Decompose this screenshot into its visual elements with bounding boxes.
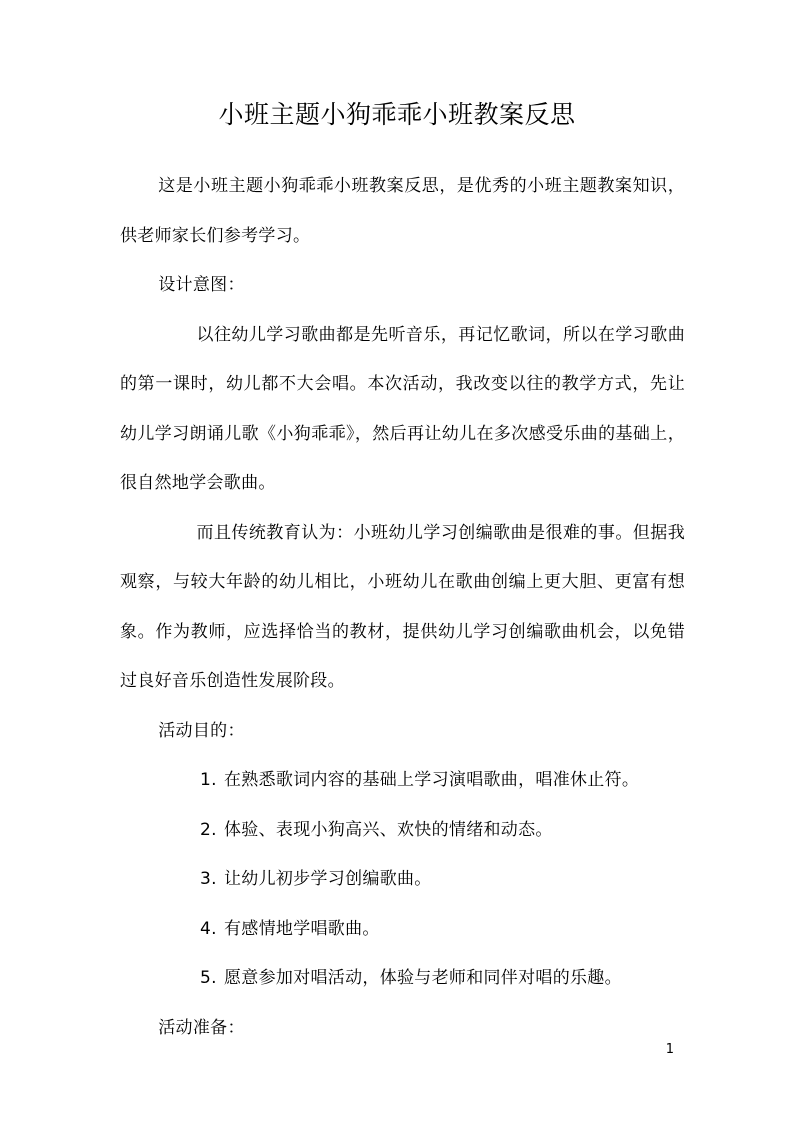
intro-paragraph: 这是小班主题小狗乖乖小班教案反思，是优秀的小班主题教案知识，供老师家长们参考学习。 bbox=[120, 176, 685, 246]
goal-text: 愿意参加对唱活动，体验与老师和同伴对唱的乐趣。 bbox=[224, 968, 622, 988]
goal-item bbox=[120, 855, 685, 905]
page-number: 1 bbox=[665, 1042, 674, 1057]
page-title: 小班主题小狗乖乖小班教案反思 bbox=[218, 100, 576, 129]
goal-text: 有感情地学唱歌曲。 bbox=[224, 918, 380, 939]
goal-item bbox=[120, 756, 685, 806]
goal-item bbox=[120, 806, 685, 856]
design-heading: 设计意图： bbox=[158, 275, 245, 295]
goal-number: 2. bbox=[200, 819, 217, 840]
goal-item bbox=[120, 954, 685, 1004]
goal-number: 3. bbox=[200, 869, 217, 889]
document-body bbox=[120, 162, 685, 1053]
goal-number: 4. bbox=[200, 918, 217, 939]
goal-text: 在熟悉歌词内容的基础上学习演唱歌曲，唱准休止符。 bbox=[224, 770, 640, 790]
design-paragraph-2: 而且传统教育认为：小班幼儿学习创编歌曲是很难的事。但据我观察，与较大年龄的幼儿相比，小班幼儿在歌曲创编上更大胆、更富有想象。作为教师，应选择恰当的教材，提供幼儿学习创编歌曲机会，以免错过良好音乐创造性发展阶段。 bbox=[120, 522, 685, 691]
goal-text: 让幼儿初步学习创编歌曲。 bbox=[224, 869, 432, 889]
goal-text: 体验、表现小狗高兴、欢快的情绪和动态。 bbox=[224, 819, 553, 840]
goals-heading: 活动目的： bbox=[158, 720, 245, 741]
goal-number: 1. bbox=[200, 770, 217, 790]
design-paragraph-1: 以往幼儿学习歌曲都是先听音乐，再记忆歌词，所以在学习歌曲的第一课时，幼儿都不大会唱。本次活动，我改变以往的教学方式，先让幼儿学习朗诵儿歌《小狗乖乖》，然后再让幼儿在多次感受乐曲的基础上，很自然地学会歌曲。 bbox=[120, 324, 685, 493]
prep-heading: 活动准备： bbox=[158, 1017, 245, 1038]
goal-item bbox=[120, 905, 685, 955]
goal-number: 5. bbox=[200, 968, 217, 988]
